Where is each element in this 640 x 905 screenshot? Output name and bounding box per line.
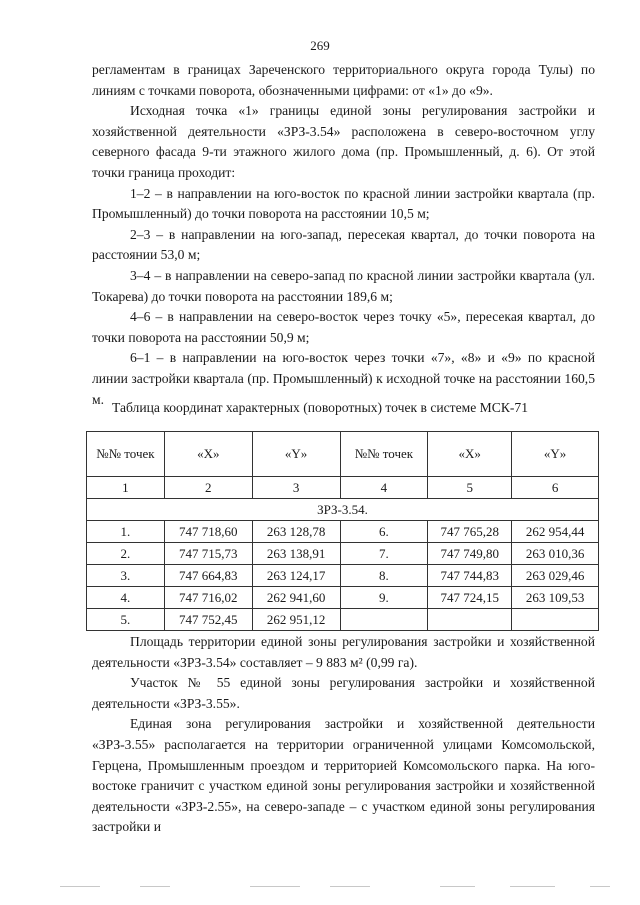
table-cell: 2. (87, 543, 165, 565)
area-paragraph: Площадь территории единой зоны регулирования застройки и хозяйственной деятельности «ЗРЗ-3.54» составляет – 9 883 м² (0,99 га). (92, 634, 595, 670)
table-cell: 5. (87, 609, 165, 631)
table-cell: 4 (340, 477, 428, 499)
table-cell: 5 (428, 477, 512, 499)
table-cell: 747 752,45 (164, 609, 252, 631)
table-cell: 262 951,12 (252, 609, 340, 631)
table-cell (512, 609, 599, 631)
paragraph-segment-4-6: 4–6 – в направлении на северо-восток через точку «5», пересекая квартал, до точки поворота на расстоянии 50,9 м; (92, 309, 595, 345)
table-cell: 747 724,15 (428, 587, 512, 609)
table-header-cell: №№ точек (87, 432, 165, 477)
table-cell: 2 (164, 477, 252, 499)
section-title: Участок № 55 единой зоны регулирования застройки и хозяйственной деятельности «ЗРЗ-3.55». (92, 675, 595, 711)
table-header-cell: «Y» (252, 432, 340, 477)
table-cell: 747 664,83 (164, 565, 252, 587)
zone-label: ЗРЗ-3.54. (87, 499, 599, 521)
zone-description-paragraph: Единая зона регулирования застройки и хозяйственной деятельности «ЗРЗ-3.55» располагается на территории ограниченной улицами Комсомольской, Герцена, Промышленным проездом и территорией Комсомольского парка. На юго-востоке граничит с участком единой зоны регулирования застройки и хозяйственной деятельности «ЗРЗ-2.55», на северо-западе – с участком единой зоны регулирования застройки и (92, 716, 595, 835)
table-cell (428, 609, 512, 631)
table-cell: 747 744,83 (428, 565, 512, 587)
table-cell: 9. (340, 587, 428, 609)
paragraph-segment-1-2: 1–2 – в направлении на юго-восток по красной линии застройки квартала (пр. Промышленный) до точки поворота на расстоянии 10,5 м; (92, 185, 595, 222)
coordinates-table (86, 431, 599, 631)
table-cell: 6. (340, 521, 428, 543)
table-row (87, 587, 599, 609)
table-cell: 263 124,17 (252, 565, 340, 587)
table-cell: 263 109,53 (512, 587, 599, 609)
paragraph-start-point: Исходная точка «1» границы единой зоны регулирования застройки и хозяйственной деятельности «ЗРЗ-3.54» расположена в северо-восточном углу северного фасада 9-ти этажного жилого дома (пр. Промышленный, д. 6). От этой точки граница проходит: (92, 103, 595, 180)
table-cell: 262 941,60 (252, 587, 340, 609)
table-caption: Таблица координат характерных (поворотных) точек в системе МСК-71 (111, 400, 529, 415)
text-block-bottom (92, 632, 595, 838)
table-cell: 3. (87, 565, 165, 587)
table-cell: 747 718,60 (164, 521, 252, 543)
table-row (87, 609, 599, 631)
table-cell: 6 (512, 477, 599, 499)
table-cell: 263 128,78 (252, 521, 340, 543)
text-block-top (92, 60, 595, 410)
table-cell: 263 010,36 (512, 543, 599, 565)
table-header-cell: №№ точек (340, 432, 428, 477)
table-header-cell: «Y» (512, 432, 599, 477)
table-header-cell: «X» (164, 432, 252, 477)
table-row (87, 543, 599, 565)
table-cell: 747 749,80 (428, 543, 512, 565)
paragraph-segment-3-4: 3–4 – в направлении на северо-запад по красной линии застройки квартала (ул. Токарева) до точки поворота на расстоянии 189,6 м; (92, 267, 595, 304)
paragraph-segment-6-1: 6–1 – в направлении на юго-восток через точки «7», «8» и «9» по красной линии застройки квартала (пр. Промышленный) к исходной точке на расстоянии 160,5 м. (92, 350, 595, 407)
table-zone-row (87, 499, 599, 521)
table-cell: 7. (340, 543, 428, 565)
paragraph-continuation: регламентам в границах Зареченского территориального округа города Тулы) по линиям с точками поворота, обозначенными цифрами: от «1» до «9». (92, 62, 595, 98)
table-cell: 4. (87, 587, 165, 609)
table-cell: 262 954,44 (512, 521, 599, 543)
table-cell: 747 765,28 (428, 521, 512, 543)
table-cell: 1 (87, 477, 165, 499)
table-cell: 3 (252, 477, 340, 499)
table-cell (340, 609, 428, 631)
table-cell: 747 716,02 (164, 587, 252, 609)
table-header-cell: «X» (428, 432, 512, 477)
page-number: 269 (310, 38, 330, 53)
table-cell: 747 715,73 (164, 543, 252, 565)
paragraph-segment-2-3: 2–3 – в направлении на юго-запад, пересекая квартал, до точки поворота на расстоянии 53,0 м; (92, 226, 595, 263)
table-cell: 263 029,46 (512, 565, 599, 587)
scan-artifacts (60, 886, 620, 890)
table-cell: 1. (87, 521, 165, 543)
table-cell: 263 138,91 (252, 543, 340, 565)
table-row (87, 565, 599, 587)
table-row (87, 521, 599, 543)
table-cell: 8. (340, 565, 428, 587)
table-column-numbers-row (87, 477, 599, 499)
